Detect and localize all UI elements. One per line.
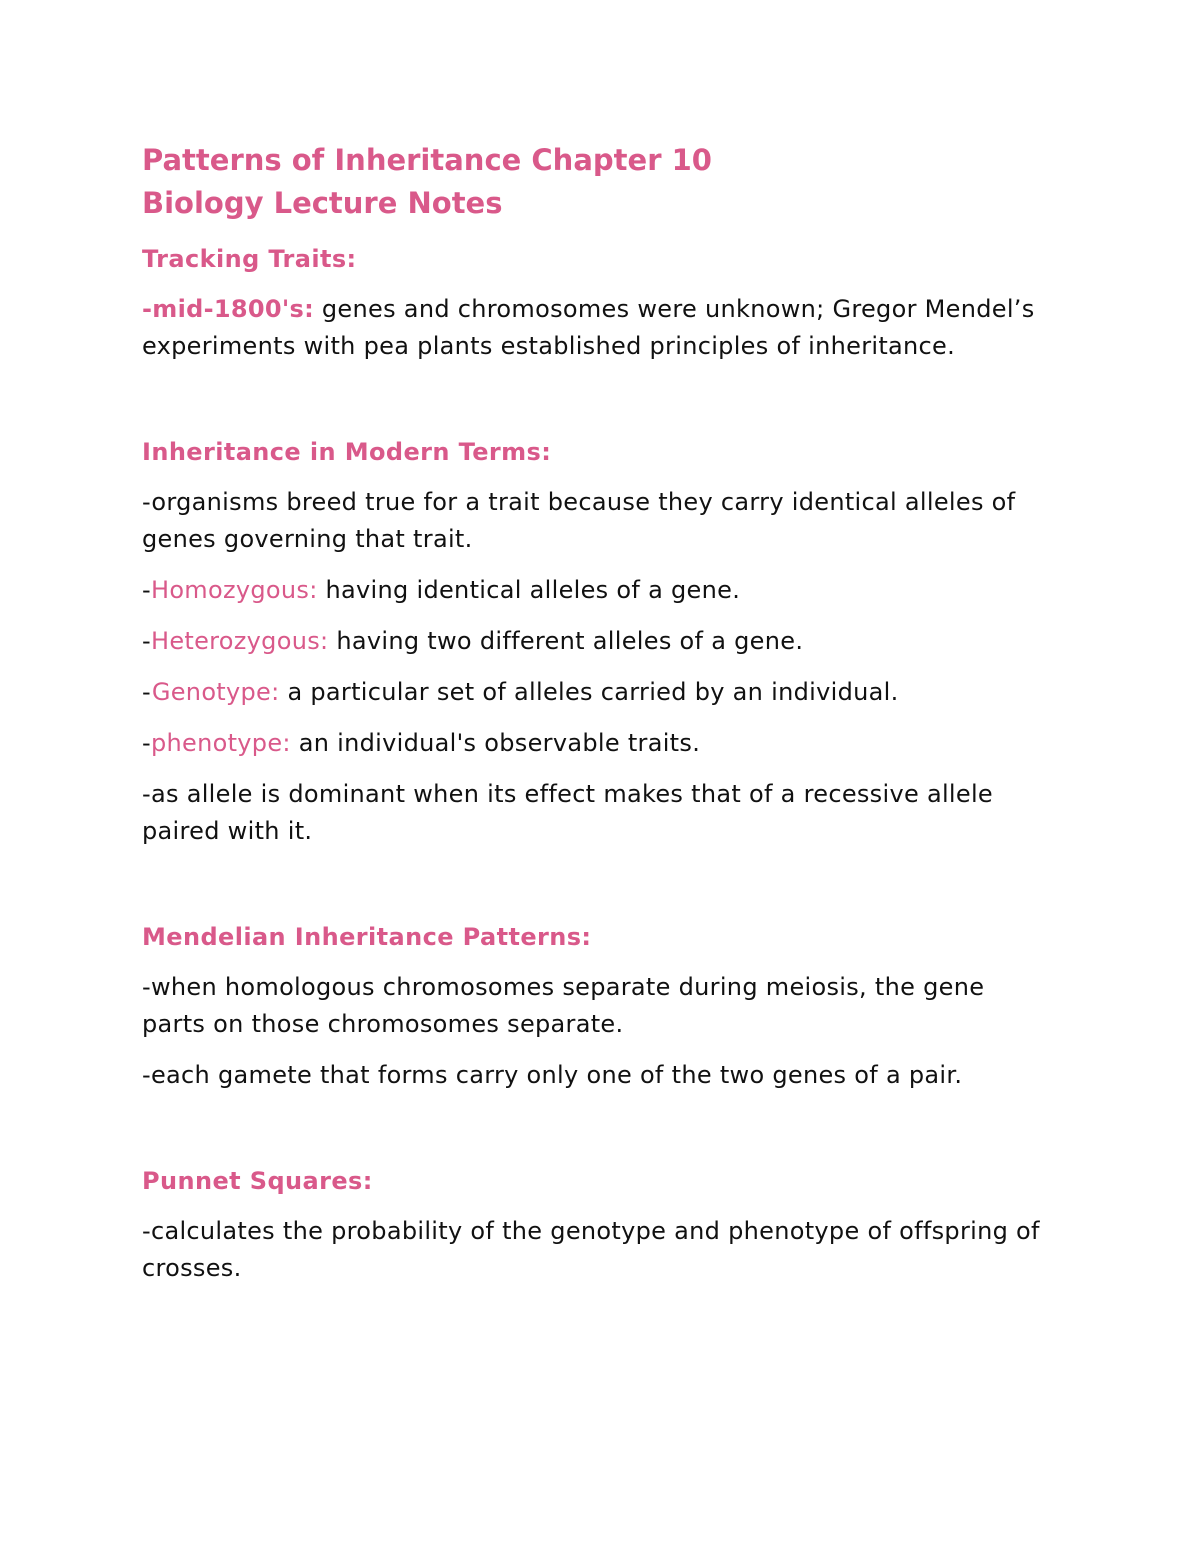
document-title bbox=[142, 139, 1042, 225]
document-page bbox=[142, 139, 1042, 1287]
title-line-1: Patterns of Inheritance Chapter 10 bbox=[142, 143, 712, 177]
section-heading: Tracking Traits: bbox=[142, 245, 357, 273]
section-heading: Inheritance in Modern Terms: bbox=[142, 438, 552, 466]
dash: - bbox=[142, 729, 151, 757]
paragraph: -calculates the probability of the genotype and phenotype of offspring of crosses. bbox=[142, 1217, 1040, 1282]
definition-text: an individual's observable traits. bbox=[290, 729, 701, 757]
dash: - bbox=[142, 678, 152, 706]
section-tracking-traits bbox=[142, 241, 1042, 365]
definition-heterozygous bbox=[142, 623, 1042, 660]
paragraph: -as allele is dominant when its effect makes that of a recessive allele paired with it. bbox=[142, 780, 993, 845]
section-heading: Punnet Squares: bbox=[142, 1167, 373, 1195]
dash: - bbox=[142, 576, 151, 604]
definition-phenotype bbox=[142, 725, 1042, 762]
section-mendelian-patterns bbox=[142, 919, 1042, 1094]
title-line-2: Biology Lecture Notes bbox=[142, 186, 503, 220]
term-label: phenotype: bbox=[150, 729, 291, 757]
paragraph-text: genes and chromosomes were unknown; Gregor Mendel’s experiments with pea plants established principles of inheritance. bbox=[142, 295, 1035, 360]
definition-text: having identical alleles of a gene. bbox=[317, 576, 741, 604]
definition-text: a particular set of alleles carried by an individual. bbox=[279, 678, 899, 706]
term-label: -mid-1800's: bbox=[142, 295, 314, 323]
term-label: Genotype: bbox=[151, 678, 280, 706]
paragraph bbox=[142, 291, 1042, 365]
section-punnet-squares bbox=[142, 1163, 1042, 1287]
paragraph: -each gamete that forms carry only one of the two genes of a pair. bbox=[142, 1061, 963, 1089]
definition-homozygous bbox=[142, 572, 1042, 609]
paragraph: -organisms breed true for a trait because they carry identical alleles of genes governing that trait. bbox=[142, 488, 1016, 553]
section-heading: Mendelian Inheritance Patterns: bbox=[142, 923, 592, 951]
dash: - bbox=[142, 627, 151, 655]
term-label: Homozygous: bbox=[150, 576, 318, 604]
definition-text: having two different alleles of a gene. bbox=[328, 627, 804, 655]
paragraph: -when homologous chromosomes separate during meiosis, the gene parts on those chromosomes separate. bbox=[142, 973, 985, 1038]
section-modern-terms bbox=[142, 434, 1042, 850]
definition-genotype bbox=[142, 674, 1042, 711]
term-label: Heterozygous: bbox=[150, 627, 329, 655]
